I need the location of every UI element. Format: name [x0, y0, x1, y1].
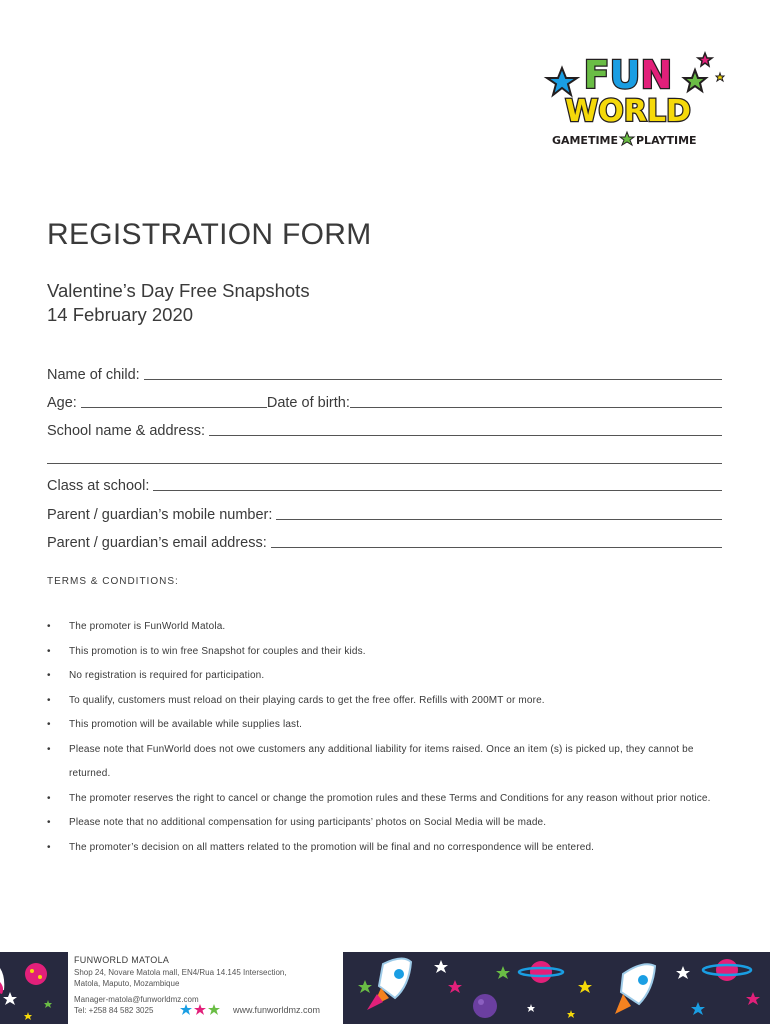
terms-text: This promotion is to win free Snapshot for couples and their kids. — [69, 645, 366, 657]
footer-stars-icon — [180, 1004, 220, 1016]
footer-company-name: FUNWORLD MATOLA — [74, 955, 170, 965]
star-icon — [3, 992, 17, 1005]
terms-item — [47, 738, 727, 787]
mobile-field[interactable] — [47, 501, 722, 523]
space-illustration-left — [0, 952, 68, 1024]
star-icon — [24, 1012, 32, 1020]
star-icon — [746, 992, 760, 1005]
logo-tagline-star-icon — [620, 132, 634, 145]
star-icon — [578, 980, 592, 993]
child-name-field[interactable] — [47, 361, 722, 383]
logo-tagline-left: GAMETIME — [551, 134, 618, 147]
bullet: • — [47, 694, 51, 706]
footer-contact — [68, 952, 343, 1024]
school-field[interactable] — [47, 417, 722, 439]
terms-text: Please note that no additional compensation for using participants’ photos on Social Media will be made. — [69, 817, 547, 828]
space-illustration-right — [343, 952, 770, 1024]
star-icon — [691, 1002, 705, 1015]
terms-item — [47, 640, 727, 665]
class-field[interactable] — [47, 472, 722, 494]
school-address-field[interactable] — [47, 445, 722, 467]
footer-address-line1: Shop 24, Novare Matola mall, EN4/Rua 14.145 Intersection, — [74, 968, 287, 977]
terms-item — [47, 811, 727, 836]
terms-text: Please note that FunWorld does not owe customers any additional liability for items raised. Once an item (s) is picked up, they cannot be returned. — [69, 743, 694, 779]
event-date: 14 February 2020 — [47, 304, 194, 325]
star-icon — [358, 980, 372, 993]
school-line[interactable] — [209, 435, 722, 436]
footer-website-link[interactable]: www.funworldmz.com — [233, 1005, 321, 1015]
school-label: School name & address: — [47, 423, 210, 439]
bullet: • — [47, 817, 51, 828]
planet-icon — [25, 963, 47, 985]
logo-fun: FUN — [583, 53, 673, 97]
rocket-icon — [615, 964, 655, 1014]
terms-item — [47, 664, 727, 689]
footer-space-illustration-right — [343, 952, 770, 1024]
terms-text: No registration is required for participation. — [69, 670, 265, 681]
bullet: • — [47, 841, 51, 853]
page-title: REGISTRATION FORM — [47, 218, 372, 251]
terms-item — [47, 787, 727, 812]
bullet: • — [47, 645, 51, 657]
star-icon — [676, 966, 690, 979]
logo-tagline-right: PLAYTIME — [636, 134, 697, 147]
terms-item — [47, 689, 727, 714]
mobile-line[interactable] — [276, 519, 722, 520]
child-name-line[interactable] — [144, 379, 722, 380]
event-name: Valentine’s Day Free Snapshots — [47, 280, 310, 301]
terms-heading: TERMS & CONDITIONS: — [47, 576, 179, 587]
saturn-icon — [703, 959, 751, 981]
email-field[interactable] — [47, 529, 722, 551]
class-line[interactable] — [153, 490, 722, 491]
email-line[interactable] — [271, 547, 722, 548]
terms-text: This promotion will be available while supplies last. — [69, 719, 303, 730]
rocket-icon — [367, 958, 411, 1010]
age-line[interactable] — [81, 407, 267, 408]
logo-world: WORLD — [565, 94, 691, 129]
footer-phone[interactable]: Tel: +258 84 582 3025 — [74, 1006, 154, 1015]
age-label: Age: — [47, 395, 81, 411]
terms-text: To qualify, customers must reload on their playing cards to get the free offer. Refills with 200MT or more. — [69, 694, 545, 706]
star-icon — [44, 1000, 52, 1008]
age-dob-row — [47, 389, 722, 411]
terms-item — [47, 836, 727, 861]
star-icon — [496, 966, 510, 979]
class-label: Class at school: — [47, 478, 154, 494]
bullet: • — [47, 719, 51, 730]
terms-list — [47, 615, 727, 860]
email-label: Parent / guardian’s email address: — [47, 535, 271, 551]
mobile-label: Parent / guardian’s mobile number: — [47, 507, 277, 523]
dob-label: Date of birth: — [266, 395, 350, 411]
terms-text: The promoter is FunWorld Matola. — [69, 621, 226, 632]
child-name-label: Name of child: — [47, 367, 144, 383]
star-icon — [567, 1010, 575, 1018]
bullet: • — [47, 743, 51, 755]
footer-address-line2: Matola, Maputo, Mozambique — [74, 979, 180, 988]
saturn-icon — [519, 961, 563, 983]
school-address-line[interactable] — [47, 463, 722, 464]
bullet: • — [47, 792, 51, 804]
terms-text: The promoter reserves the right to cancel or change the promotion rules and these Terms and Conditions for any reason without prior notice. — [69, 792, 711, 804]
terms-item — [47, 713, 727, 738]
bullet: • — [47, 621, 51, 632]
star-icon — [527, 1004, 535, 1012]
footer-space-illustration-left — [0, 952, 68, 1024]
funworld-logo — [540, 48, 730, 153]
dob-line[interactable] — [350, 407, 722, 408]
terms-item — [47, 615, 727, 640]
footer-email[interactable]: Manager-matola@funworldmz.com — [74, 995, 199, 1004]
star-icon — [434, 960, 448, 973]
planet-icon — [473, 994, 497, 1018]
terms-text: The promoter’s decision on all matters related to the promotion will be final and no correspondence will be entered. — [69, 841, 595, 853]
star-icon — [448, 980, 462, 993]
bullet: • — [47, 670, 51, 681]
